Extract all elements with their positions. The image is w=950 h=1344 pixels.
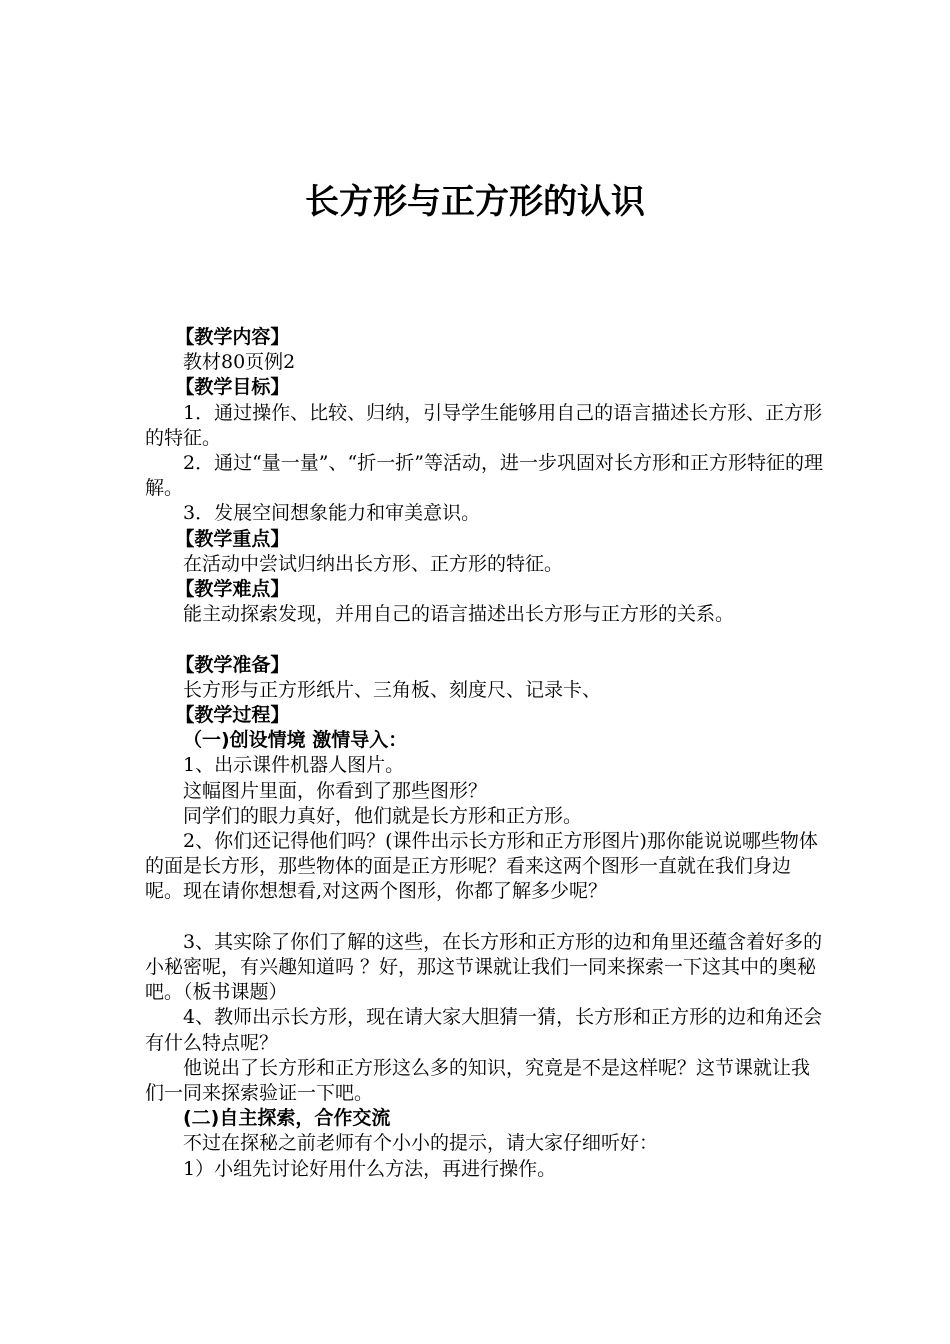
paragraph-goal-1: 1．通过操作、比较、归纳，引导学生能够用自己的语言描述长方形、正方形的特征。 [145, 401, 823, 449]
paragraph-process-4: 2、你们还记得他们吗？(课件出示长方形和正方形图片)那你能说说哪些物体的面是长方形，那些物体的面是正方形呢？看来这两个图形一直就在我们身边呢。现在请你想想看,对这两个图形，你都了解多少呢？ [145, 830, 818, 903]
blank-line [145, 627, 825, 652]
section-heading-process: 【教学过程】 [175, 704, 290, 727]
paragraph-difficulty: 能主动探索发现，并用自己的语言描述出长方形与正方形的关系。 [183, 603, 735, 626]
paragraph-key: 在活动中尝试归纳出长方形、正方形的特征。 [183, 552, 564, 575]
paragraph-process-9: 1）小组先讨论好用什么方法，再进行操作。 [183, 1157, 557, 1180]
paragraph-process-3: 同学们的眼力真好，他们就是长方形和正方形。 [183, 804, 583, 827]
section-heading-goals: 【教学目标】 [175, 376, 290, 399]
section-heading-content: 【教学内容】 [175, 326, 290, 348]
section-heading-key: 【教学重点】 [175, 527, 290, 550]
paragraph-process-6: 4、教师出示长方形，现在请大家大胆猜一猜，长方形和正方形的边和角还会有什么特点呢？ [145, 1006, 823, 1054]
section-heading-prep: 【教学准备】 [175, 653, 290, 676]
paragraph-process-2: 这幅图片里面，你看到了那些图形？ [183, 779, 488, 802]
subsection-heading-2: (二)自主探索，合作交流 [183, 1107, 391, 1130]
document-body [145, 325, 825, 1182]
subsection-heading-1: （一)创设情境 激情导入： [183, 729, 408, 752]
paragraph-process-8: 不过在探秘之前老师有个小小的提示，请大家仔细听好： [183, 1132, 659, 1155]
blank-line [145, 905, 825, 930]
paragraph-goal-2: 2．通过“量一量”、“折一折”等活动，进一步巩固对长方形和正方形特征的理解。 [145, 452, 823, 500]
paragraph-process-1: 1、出示课件机器人图片。 [183, 754, 405, 777]
paragraph-process-5: 3、其实除了你们了解的这些，在长方形和正方形的边和角里还蕴含着好多的小秘密呢，有兴趣知道吗 ？好，那这节课就让我们一同来探索一下这其中的奥秘吧。（板书课题） [145, 930, 823, 1004]
paragraph-content: 教材80页例2 [183, 351, 296, 374]
paragraph-process-7: 他说出了长方形和正方形这么多的知识，究竟是不是这样呢？这节课就让我们一同来探索验证一下吧。 [145, 1056, 811, 1105]
document-title: 长方形与正方形的认识 [305, 182, 645, 222]
section-heading-difficulty: 【教学难点】 [175, 578, 290, 601]
paragraph-prep: 长方形与正方形纸片、三角板、刻度尺、记录卡、 [183, 678, 602, 701]
paragraph-goal-3: 3．发展空间想象能力和审美意识。 [183, 502, 481, 525]
